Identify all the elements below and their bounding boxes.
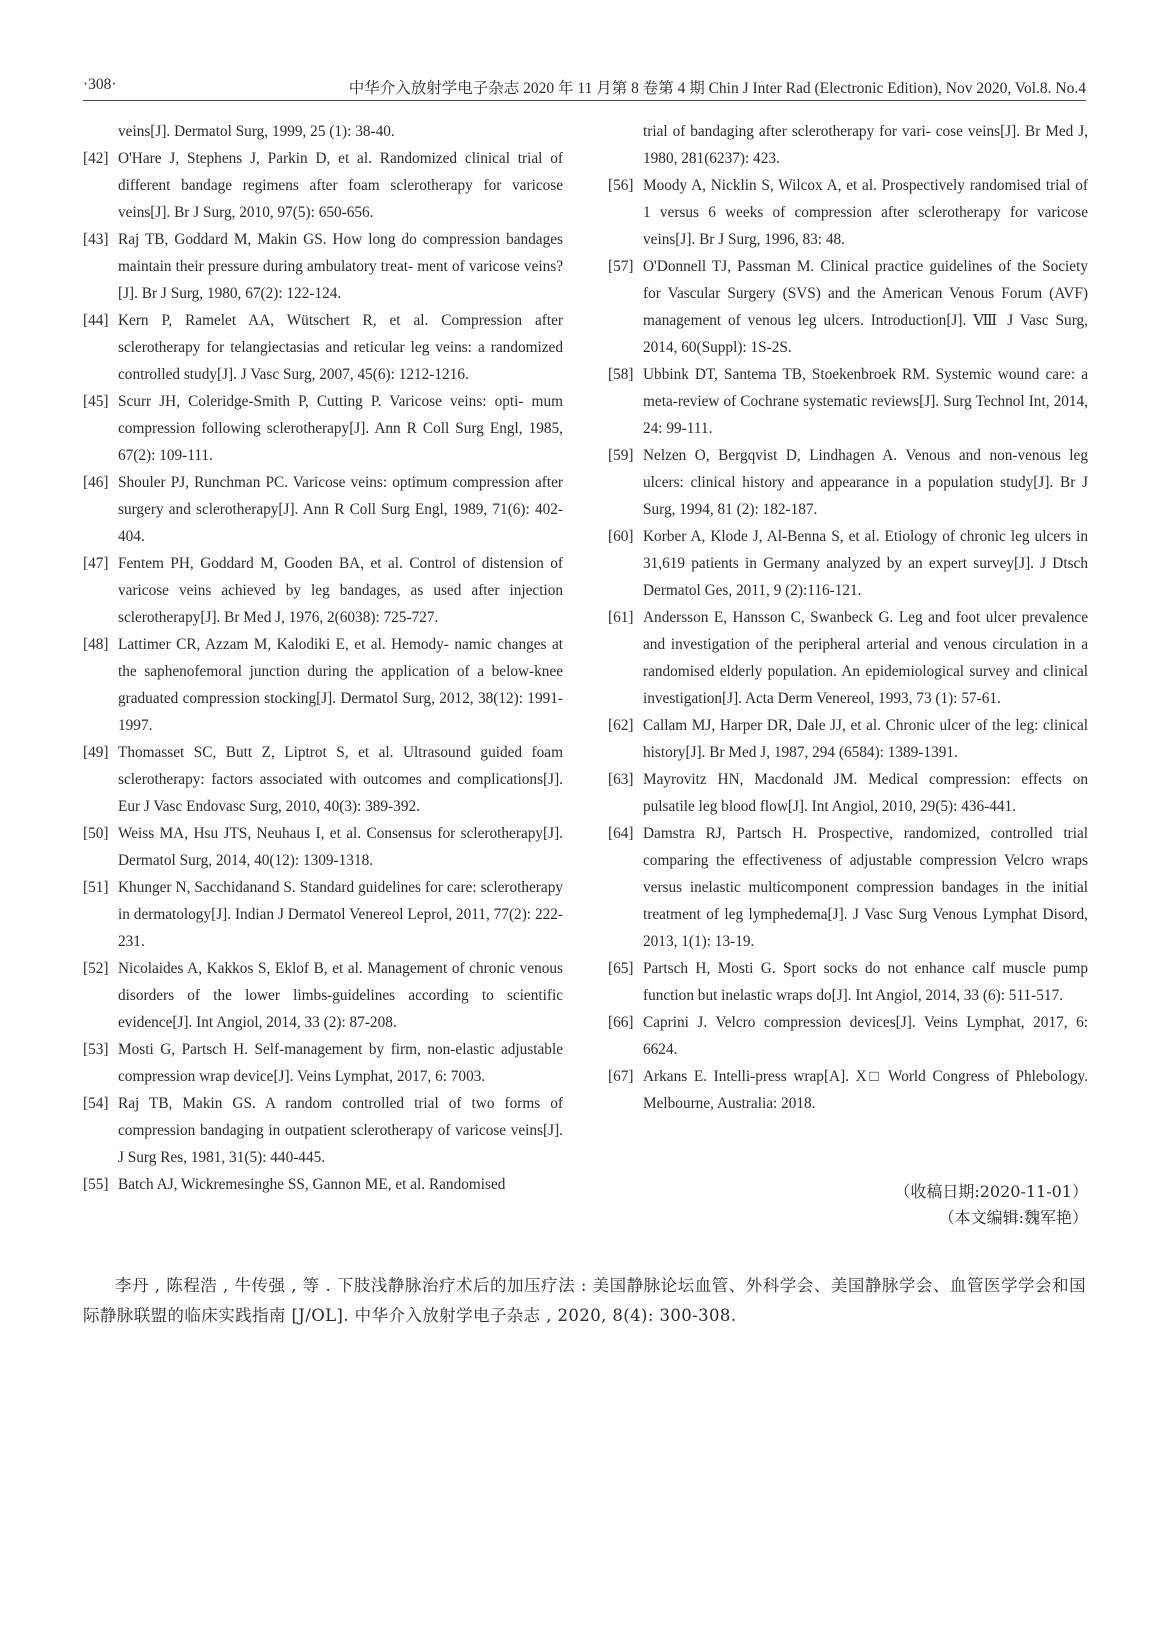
- reference-number: [57]: [608, 258, 634, 275]
- reference-item: [608, 604, 1088, 712]
- reference-item: [608, 118, 1088, 172]
- reference-number: [54]: [83, 1095, 109, 1112]
- reference-text: Kern P, Ramelet AA, Wütschert R, et al. Compression after sclerotherapy for telangiectasias and reticular leg veins: a randomized controlled study[J]. J Vasc Surg, 2007, 45(6): 1212-1216.: [118, 312, 563, 383]
- reference-number: [53]: [83, 1041, 109, 1058]
- reference-number: [52]: [83, 960, 109, 977]
- reference-item: [608, 253, 1088, 361]
- reference-item: [608, 955, 1088, 1009]
- editor-note: （本文编辑:魏军艳）: [938, 1208, 1088, 1227]
- reference-number: [56]: [608, 177, 634, 194]
- reference-item: [608, 712, 1088, 766]
- reference-item: [608, 820, 1088, 955]
- reference-number: [42]: [83, 150, 109, 167]
- reference-item: [608, 523, 1088, 604]
- reference-item: [83, 631, 563, 739]
- reference-text: Lattimer CR, Azzam M, Kalodiki E, et al. Hemody- namic changes at the saphenofemoral junction during the application of a below-knee graduated compression stocking[J]. Dermatol Surg, 2012, 38(12): 1991-1997.: [118, 636, 563, 734]
- reference-number: [55]: [83, 1176, 109, 1193]
- reference-item: [83, 226, 563, 307]
- reference-item: [608, 361, 1088, 442]
- reference-number: [43]: [83, 231, 109, 248]
- reference-number: [50]: [83, 825, 109, 842]
- reference-number: [64]: [608, 825, 634, 842]
- reference-item: [83, 739, 563, 820]
- reference-number: [62]: [608, 717, 634, 734]
- reference-text: trial of bandaging after sclerotherapy for vari- cose veins[J]. Br Med J, 1980, 281(6237): 423.: [643, 123, 1088, 167]
- reference-item: [83, 118, 563, 145]
- reference-item: [83, 1036, 563, 1090]
- reference-text: Shouler PJ, Runchman PC. Varicose veins: optimum compression after surgery and sclerotherapy[J]. Ann R Coll Surg Engl, 1989, 71(6): 402-404.: [118, 474, 563, 545]
- reference-number: [58]: [608, 366, 634, 383]
- reference-number: [65]: [608, 960, 634, 977]
- citation-block: 李丹 , 陈程浩 , 牛传强 , 等 . 下肢浅静脉治疗术后的加压疗法 : 美国静脉论坛血管、外科学会、美国静脉学会、血管医学学会和国际静脉联盟的临床实践指南 [J/OL]. 中华介入放射学电子杂志 , 2020, 8(4): 300-308.: [83, 1276, 1086, 1325]
- reference-number: [67]: [608, 1068, 634, 1085]
- reference-text: Raj TB, Makin GS. A random controlled trial of two forms of compression bandaging in outpatient sclerotherapy of varicose veins[J]. J Surg Res, 1981, 31(5): 440-445.: [118, 1095, 563, 1166]
- reference-text: Moody A, Nicklin S, Wilcox A, et al. Prospectively randomised trial of 1 versus 6 weeks of compression after sclerotherapy for varicose veins[J]. Br J Surg, 1996, 83: 48.: [643, 177, 1088, 248]
- reference-text: Batch AJ, Wickremesinghe SS, Gannon ME, et al. Randomised: [118, 1176, 506, 1193]
- reference-text: Andersson E, Hansson C, Swanbeck G. Leg and foot ulcer prevalence and investigation of the peripheral arterial and venous circulation in a randomised elderly population. An epidemiological survey and clinical investigation[J]. Acta Derm Venereol, 1993, 73 (1): 57-61.: [643, 609, 1088, 707]
- reference-text: Weiss MA, Hsu JTS, Neuhaus I, et al. Consensus for sclerotherapy[J]. Dermatol Surg, 2014, 40(12): 1309-1318.: [118, 825, 563, 869]
- reference-item: [83, 145, 563, 226]
- reference-number: [60]: [608, 528, 634, 545]
- reference-text: Thomasset SC, Butt Z, Liptrot S, et al. Ultrasound guided foam sclerotherapy: factors associated with outcomes and complications[J]. Eur J Vasc Endovasc Surg, 2010, 40(3): 389-392.: [118, 744, 563, 815]
- reference-text: Mosti G, Partsch H. Self-management by firm, non-elastic adjustable compression wrap device[J]. Veins Lymphat, 2017, 6: 7003.: [118, 1041, 563, 1085]
- reference-text: Fentem PH, Goddard M, Gooden BA, et al. Control of distension of varicose veins achieved by leg bandages, as used after injection sclerotherapy[J]. Br Med J, 1976, 2(6038): 725-727.: [118, 555, 563, 626]
- reference-item: [608, 1063, 1088, 1117]
- reference-number: [51]: [83, 879, 109, 896]
- reference-item: [83, 820, 563, 874]
- reference-item: [608, 442, 1088, 523]
- reference-item: [83, 550, 563, 631]
- reference-list-left: [83, 118, 563, 1198]
- reference-item: [608, 766, 1088, 820]
- reference-number: [61]: [608, 609, 634, 626]
- reference-item: [83, 388, 563, 469]
- reference-number: [47]: [83, 555, 109, 572]
- journal-title: 中华介入放射学电子杂志 2020 年 11 月第 8 卷第 4 期 Chin J Inter Rad (Electronic Edition), Nov 2020, Vol.8. No.4: [348, 80, 1086, 97]
- reference-text: Korber A, Klode J, Al-Benna S, et al. Etiology of chronic leg ulcers in 31,619 patients in Germany analyzed by an expert survey[J]. J Dtsch Dermatol Ges, 2011, 9 (2):116-121.: [643, 528, 1088, 599]
- reference-text: Callam MJ, Harper DR, Dale JJ, et al. Chronic ulcer of the leg: clinical history[J]. Br Med J, 1987, 294 (6584): 1389-1391.: [643, 717, 1088, 761]
- reference-number: [59]: [608, 447, 634, 464]
- reference-number: [45]: [83, 393, 109, 410]
- reference-number: [48]: [83, 636, 109, 653]
- reference-text: Damstra RJ, Partsch H. Prospective, randomized, controlled trial comparing the effectiveness of adjustable compression Velcro wraps versus inelastic multicomponent compression bandages in the initial treatment of leg lymphedema[J]. J Vasc Surg Venous Lymphat Disord, 2013, 1(1): 13-19.: [643, 825, 1088, 950]
- reference-text: O'Donnell TJ, Passman M. Clinical practice guidelines of the Society for Vascular Surgery (SVS) and the American Venous Forum (AVF) management of venous leg ulcers. Introduction[J]. Ⅷ J Vasc Surg, 2014, 60(Suppl): 1S-2S.: [643, 258, 1088, 356]
- reference-item: [83, 955, 563, 1036]
- reference-number: [66]: [608, 1014, 634, 1031]
- page-number: ·308·: [83, 76, 117, 93]
- running-header: [83, 76, 1086, 101]
- reference-text: Raj TB, Goddard M, Makin GS. How long do compression bandages maintain their pressure during ambulatory treat- ment of varicose veins?[J]. Br J Surg, 1980, 67(2): 122-124.: [118, 231, 563, 302]
- reference-item: [83, 1090, 563, 1171]
- received-date: （收稿日期:2020-11-01）: [894, 1182, 1088, 1201]
- reference-text: Caprini J. Velcro compression devices[J]. Veins Lymphat, 2017, 6: 6624.: [643, 1014, 1088, 1058]
- reference-text: Ubbink DT, Santema TB, Stoekenbroek RM. Systemic wound care: a meta-review of Cochrane systematic reviews[J]. Surg Technol Int, 2014, 24: 99-111.: [643, 366, 1088, 437]
- reference-text: O'Hare J, Stephens J, Parkin D, et al. Randomized clinical trial of different bandage regimens after foam sclerotherapy for varicose veins[J]. Br J Surg, 2010, 97(5): 650-656.: [118, 150, 563, 221]
- reference-text: Khunger N, Sacchidanand S. Standard guidelines for care: sclerotherapy in dermatology[J]. Indian J Dermatol Venereol Leprol, 2011, 77(2): 222-231.: [118, 879, 563, 950]
- reference-text: veins[J]. Dermatol Surg, 1999, 25 (1): 38-40.: [118, 123, 395, 140]
- reference-text: Partsch H, Mosti G. Sport socks do not enhance calf muscle pump function but inelastic wraps do[J]. Int Angiol, 2014, 33 (6): 511-517.: [643, 960, 1088, 1004]
- reference-number: [63]: [608, 771, 634, 788]
- reference-list-right: [608, 118, 1088, 1117]
- reference-text: Nicolaides A, Kakkos S, Eklof B, et al. Management of chronic venous disorders of the lower limbs-guidelines according to scientific evidence[J]. Int Angiol, 2014, 33 (2): 87-208.: [118, 960, 563, 1031]
- reference-item: [608, 172, 1088, 253]
- reference-item: [83, 874, 563, 955]
- reference-number: [46]: [83, 474, 109, 491]
- reference-text: Mayrovitz HN, Macdonald JM. Medical compression: effects on pulsatile leg blood flow[J]. Int Angiol, 2010, 29(5): 436-441.: [643, 771, 1088, 815]
- reference-text: Scurr JH, Coleridge-Smith P, Cutting P. Varicose veins: opti- mum compression following sclerotherapy[J]. Ann R Coll Surg Engl, 1985, 67(2): 109-111.: [118, 393, 563, 464]
- reference-item: [608, 1009, 1088, 1063]
- reference-number: [44]: [83, 312, 109, 329]
- reference-text: Arkans E. Intelli-press wrap[A]. X□ World Congress of Phlebology. Melbourne, Australia: 2018.: [643, 1068, 1088, 1112]
- reference-item: [83, 1171, 563, 1198]
- reference-number: [49]: [83, 744, 109, 761]
- reference-item: [83, 307, 563, 388]
- reference-item: [83, 469, 563, 550]
- reference-text: Nelzen O, Bergqvist D, Lindhagen A. Venous and non-venous leg ulcers: clinical history and appearance in a population study[J]. Br J Surg, 1994, 81 (2): 182-187.: [643, 447, 1088, 518]
